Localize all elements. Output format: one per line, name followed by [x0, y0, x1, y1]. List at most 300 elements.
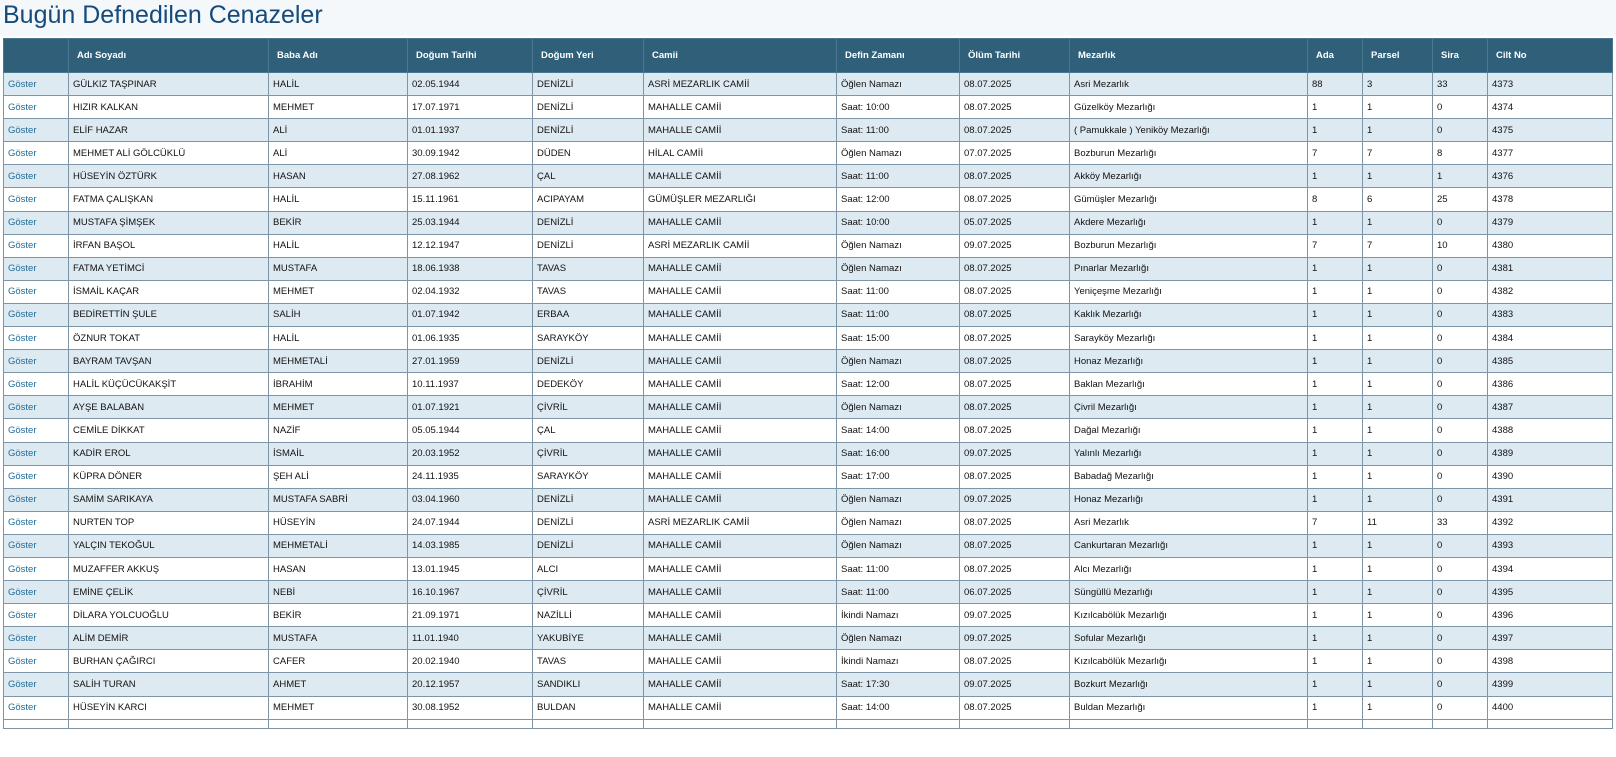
birth-place-cell: ÇİVRİL — [533, 442, 644, 465]
birth-date-cell: 05.05.1944 — [408, 419, 533, 442]
volume-no-cell: 4388 — [1488, 419, 1613, 442]
block-cell: 1 — [1308, 350, 1363, 373]
table-row — [4, 73, 1613, 96]
cemetery-cell: Baklan Mezarlığı — [1070, 373, 1308, 396]
parcel-cell: 1 — [1363, 557, 1433, 580]
show-cell — [4, 280, 69, 303]
father-name-cell: CAFER — [269, 650, 408, 673]
cemetery-cell: Sarayköy Mezarlığı — [1070, 327, 1308, 350]
cemetery-cell: Asri Mezarlık — [1070, 73, 1308, 96]
header-birth-place[interactable]: Doğum Yeri — [533, 39, 644, 73]
volume-no-cell: 4391 — [1488, 488, 1613, 511]
table-row — [4, 350, 1613, 373]
row-number-cell: 0 — [1433, 488, 1488, 511]
death-date-cell: 08.07.2025 — [960, 396, 1070, 419]
cemetery-cell: Kaklık Mezarlığı — [1070, 303, 1308, 326]
volume-no-cell: 4377 — [1488, 142, 1613, 165]
header-burial-time[interactable]: Defin Zamanı — [837, 39, 960, 73]
death-date-cell: 08.07.2025 — [960, 419, 1070, 442]
cemetery-cell: ( Pamukkale ) Yeniköy Mezarlığı — [1070, 119, 1308, 142]
table-row — [4, 119, 1613, 142]
row-number-cell: 10 — [1433, 234, 1488, 257]
table-row — [4, 96, 1613, 119]
volume-no-cell: 4379 — [1488, 211, 1613, 234]
father-name-cell: ŞEH ALİ — [269, 465, 408, 488]
father-name-cell: MEHMET — [269, 96, 408, 119]
burial-time-cell: Saat: 11:00 — [837, 581, 960, 604]
birth-place-cell: DENİZLİ — [533, 534, 644, 557]
father-name-cell: NAZİF — [269, 419, 408, 442]
header-birth-date[interactable]: Doğum Tarihi — [408, 39, 533, 73]
birth-place-cell: DEDEKÖY — [533, 373, 644, 396]
cemetery-cell: Babadağ Mezarlığı — [1070, 465, 1308, 488]
mosque-cell: MAHALLE CAMİİ — [644, 280, 837, 303]
block-cell: 1 — [1308, 557, 1363, 580]
show-link[interactable]: Göster — [8, 378, 37, 390]
show-cell — [4, 696, 69, 719]
death-date-cell: 08.07.2025 — [960, 696, 1070, 719]
table-row — [4, 280, 1613, 303]
parcel-cell: 3 — [1363, 73, 1433, 96]
row-number-cell: 0 — [1433, 557, 1488, 580]
empty-cell — [1488, 719, 1613, 728]
empty-cell — [533, 719, 644, 728]
empty-cell — [4, 719, 69, 728]
birth-date-cell: 16.10.1967 — [408, 581, 533, 604]
volume-no-cell: 4389 — [1488, 442, 1613, 465]
name-cell: GÜLKIZ TAŞPINAR — [69, 73, 269, 96]
volume-no-cell: 4386 — [1488, 373, 1613, 396]
row-number-cell: 0 — [1433, 96, 1488, 119]
burial-time-cell: Saat: 15:00 — [837, 327, 960, 350]
mosque-cell: ASRİ MEZARLIK CAMİİ — [644, 234, 837, 257]
table-header-row — [4, 39, 1613, 73]
burial-time-cell: Saat: 10:00 — [837, 211, 960, 234]
row-number-cell: 0 — [1433, 534, 1488, 557]
row-number-cell: 0 — [1433, 650, 1488, 673]
burial-time-cell: Saat: 11:00 — [837, 557, 960, 580]
father-name-cell: HALİL — [269, 188, 408, 211]
birth-place-cell: ACIPAYAM — [533, 188, 644, 211]
birth-date-cell: 20.03.1952 — [408, 442, 533, 465]
header-death-date[interactable]: Ölüm Tarihi — [960, 39, 1070, 73]
block-cell: 1 — [1308, 534, 1363, 557]
table-row — [4, 627, 1613, 650]
death-date-cell: 08.07.2025 — [960, 650, 1070, 673]
father-name-cell: HASAN — [269, 165, 408, 188]
header-cemetery[interactable]: Mezarlık — [1070, 39, 1308, 73]
row-number-cell: 0 — [1433, 303, 1488, 326]
parcel-cell: 1 — [1363, 280, 1433, 303]
death-date-cell: 09.07.2025 — [960, 627, 1070, 650]
show-link[interactable]: Göster — [8, 286, 37, 298]
show-cell — [4, 673, 69, 696]
show-cell — [4, 557, 69, 580]
parcel-cell: 7 — [1363, 234, 1433, 257]
burial-time-cell: Saat: 11:00 — [837, 119, 960, 142]
birth-date-cell: 01.07.1942 — [408, 303, 533, 326]
name-cell: HÜSEYİN KARCI — [69, 696, 269, 719]
show-cell — [4, 650, 69, 673]
row-number-cell: 0 — [1433, 696, 1488, 719]
row-number-cell: 0 — [1433, 257, 1488, 280]
birth-date-cell: 17.07.1971 — [408, 96, 533, 119]
show-link[interactable]: Göster — [8, 217, 37, 229]
parcel-cell: 1 — [1363, 396, 1433, 419]
show-link[interactable]: Göster — [8, 309, 37, 321]
show-link[interactable]: Göster — [8, 170, 37, 182]
burial-time-cell: Öğlen Namazı — [837, 511, 960, 534]
show-cell — [4, 465, 69, 488]
header-mosque[interactable]: Camii — [644, 39, 837, 73]
empty-row — [4, 719, 1613, 728]
block-cell: 1 — [1308, 396, 1363, 419]
show-cell — [4, 257, 69, 280]
cemetery-cell: Pınarlar Mezarlığı — [1070, 257, 1308, 280]
table-row — [4, 165, 1613, 188]
cemetery-cell: Süngüllü Mezarlığı — [1070, 581, 1308, 604]
show-link[interactable]: Göster — [8, 586, 37, 598]
death-date-cell: 09.07.2025 — [960, 673, 1070, 696]
birth-date-cell: 02.04.1932 — [408, 280, 533, 303]
name-cell: CEMİLE DİKKAT — [69, 419, 269, 442]
mosque-cell: MAHALLE CAMİİ — [644, 696, 837, 719]
block-cell: 1 — [1308, 303, 1363, 326]
show-cell — [4, 442, 69, 465]
death-date-cell: 06.07.2025 — [960, 581, 1070, 604]
father-name-cell: BEKİR — [269, 604, 408, 627]
name-cell: BURHAN ÇAĞIRCI — [69, 650, 269, 673]
table-row — [4, 327, 1613, 350]
show-link[interactable]: Göster — [8, 609, 37, 621]
cemetery-cell: Cankurtaran Mezarlığı — [1070, 534, 1308, 557]
birth-place-cell: YAKUBİYE — [533, 627, 644, 650]
mosque-cell: MAHALLE CAMİİ — [644, 119, 837, 142]
show-link[interactable]: Göster — [8, 355, 37, 367]
birth-date-cell: 25.03.1944 — [408, 211, 533, 234]
death-date-cell: 08.07.2025 — [960, 373, 1070, 396]
death-date-cell: 09.07.2025 — [960, 488, 1070, 511]
parcel-cell: 1 — [1363, 327, 1433, 350]
parcel-cell: 1 — [1363, 442, 1433, 465]
birth-date-cell: 24.07.1944 — [408, 511, 533, 534]
volume-no-cell: 4374 — [1488, 96, 1613, 119]
father-name-cell: HALİL — [269, 327, 408, 350]
birth-date-cell: 01.06.1935 — [408, 327, 533, 350]
table-row — [4, 373, 1613, 396]
row-number-cell: 0 — [1433, 673, 1488, 696]
cemetery-cell: Akköy Mezarlığı — [1070, 165, 1308, 188]
cemetery-cell: Buldan Mezarlığı — [1070, 696, 1308, 719]
birth-place-cell: ÇAL — [533, 165, 644, 188]
volume-no-cell: 4392 — [1488, 511, 1613, 534]
volume-no-cell: 4398 — [1488, 650, 1613, 673]
birth-place-cell: SANDIKLI — [533, 673, 644, 696]
show-link[interactable]: Göster — [8, 540, 37, 552]
father-name-cell: MEHMET — [269, 696, 408, 719]
row-number-cell: 8 — [1433, 142, 1488, 165]
table-row — [4, 604, 1613, 627]
name-cell: NURTEN TOP — [69, 511, 269, 534]
block-cell: 88 — [1308, 73, 1363, 96]
cemetery-cell: Bozkurt Mezarlığı — [1070, 673, 1308, 696]
death-date-cell: 07.07.2025 — [960, 142, 1070, 165]
table-row — [4, 557, 1613, 580]
row-number-cell: 0 — [1433, 396, 1488, 419]
mosque-cell: MAHALLE CAMİİ — [644, 373, 837, 396]
birth-place-cell: TAVAS — [533, 650, 644, 673]
empty-cell — [1070, 719, 1308, 728]
show-link[interactable]: Göster — [8, 563, 37, 575]
block-cell: 1 — [1308, 465, 1363, 488]
show-link[interactable]: Göster — [8, 401, 37, 413]
birth-date-cell: 01.01.1937 — [408, 119, 533, 142]
birth-date-cell: 01.07.1921 — [408, 396, 533, 419]
cemetery-cell: Kızılcabölük Mezarlığı — [1070, 604, 1308, 627]
header-row-number[interactable]: Sira — [1433, 39, 1488, 73]
father-name-cell: ALİ — [269, 119, 408, 142]
block-cell: 1 — [1308, 96, 1363, 119]
mosque-cell: MAHALLE CAMİİ — [644, 581, 837, 604]
father-name-cell: AHMET — [269, 673, 408, 696]
show-link[interactable]: Göster — [8, 332, 37, 344]
row-number-cell: 25 — [1433, 188, 1488, 211]
father-name-cell: MEHMETALİ — [269, 534, 408, 557]
burial-time-cell: Saat: 14:00 — [837, 696, 960, 719]
block-cell: 7 — [1308, 234, 1363, 257]
header-parcel[interactable]: Parsel — [1363, 39, 1433, 73]
death-date-cell: 08.07.2025 — [960, 165, 1070, 188]
name-cell: MUZAFFER AKKUŞ — [69, 557, 269, 580]
father-name-cell: İBRAHİM — [269, 373, 408, 396]
father-name-cell: MUSTAFA SABRİ — [269, 488, 408, 511]
burial-time-cell: Öğlen Namazı — [837, 350, 960, 373]
birth-date-cell: 20.02.1940 — [408, 650, 533, 673]
show-link[interactable]: Göster — [8, 240, 37, 252]
name-cell: DİLARA YOLCUOĞLU — [69, 604, 269, 627]
parcel-cell: 11 — [1363, 511, 1433, 534]
father-name-cell: HASAN — [269, 557, 408, 580]
volume-no-cell: 4400 — [1488, 696, 1613, 719]
parcel-cell: 1 — [1363, 488, 1433, 511]
table-row — [4, 188, 1613, 211]
father-name-cell: ALİ — [269, 142, 408, 165]
show-link[interactable]: Göster — [8, 632, 37, 644]
cemetery-cell: Yalınlı Mezarlığı — [1070, 442, 1308, 465]
mosque-cell: MAHALLE CAMİİ — [644, 327, 837, 350]
death-date-cell: 05.07.2025 — [960, 211, 1070, 234]
birth-date-cell: 12.12.1947 — [408, 234, 533, 257]
show-link[interactable]: Göster — [8, 448, 37, 460]
row-number-cell: 0 — [1433, 442, 1488, 465]
volume-no-cell: 4382 — [1488, 280, 1613, 303]
name-cell: SAMİM SARIKAYA — [69, 488, 269, 511]
show-link[interactable]: Göster — [8, 424, 37, 436]
father-name-cell: MEHMETALİ — [269, 350, 408, 373]
burial-time-cell: İkindi Namazı — [837, 604, 960, 627]
father-name-cell: İSMAİL — [269, 442, 408, 465]
parcel-cell: 1 — [1363, 465, 1433, 488]
table-row — [4, 534, 1613, 557]
name-cell: KÜPRA DÖNER — [69, 465, 269, 488]
birth-place-cell: SARAYKÖY — [533, 465, 644, 488]
burial-time-cell: İkindi Namazı — [837, 650, 960, 673]
name-cell: FATMA ÇALIŞKAN — [69, 188, 269, 211]
show-link[interactable]: Göster — [8, 678, 37, 690]
show-link[interactable]: Göster — [8, 655, 37, 667]
volume-no-cell: 4390 — [1488, 465, 1613, 488]
parcel-cell: 1 — [1363, 419, 1433, 442]
parcel-cell: 1 — [1363, 534, 1433, 557]
show-cell — [4, 604, 69, 627]
header-volume-no[interactable]: Cilt No — [1488, 39, 1613, 73]
header-block[interactable]: Ada — [1308, 39, 1363, 73]
mosque-cell: GÜMÜŞLER MEZARLIĞI — [644, 188, 837, 211]
row-number-cell: 33 — [1433, 511, 1488, 534]
death-date-cell: 08.07.2025 — [960, 327, 1070, 350]
header-name[interactable]: Adı Soyadı — [69, 39, 269, 73]
birth-date-cell: 30.08.1952 — [408, 696, 533, 719]
birth-date-cell: 27.08.1962 — [408, 165, 533, 188]
burial-time-cell: Saat: 12:00 — [837, 373, 960, 396]
empty-cell — [1433, 719, 1488, 728]
show-cell — [4, 303, 69, 326]
block-cell: 8 — [1308, 188, 1363, 211]
cemetery-cell: Honaz Mezarlığı — [1070, 350, 1308, 373]
parcel-cell: 1 — [1363, 350, 1433, 373]
row-number-cell: 0 — [1433, 581, 1488, 604]
row-number-cell: 0 — [1433, 211, 1488, 234]
show-link[interactable]: Göster — [8, 147, 37, 159]
birth-date-cell: 11.01.1940 — [408, 627, 533, 650]
birth-place-cell: TAVAS — [533, 280, 644, 303]
burial-time-cell: Saat: 17:00 — [837, 465, 960, 488]
birth-place-cell: TAVAS — [533, 257, 644, 280]
birth-place-cell: DENİZLİ — [533, 211, 644, 234]
mosque-cell: MAHALLE CAMİİ — [644, 465, 837, 488]
row-number-cell: 33 — [1433, 73, 1488, 96]
show-link[interactable]: Göster — [8, 702, 37, 714]
volume-no-cell: 4380 — [1488, 234, 1613, 257]
death-date-cell: 08.07.2025 — [960, 119, 1070, 142]
burial-time-cell: Saat: 17:30 — [837, 673, 960, 696]
burial-time-cell: Öğlen Namazı — [837, 396, 960, 419]
mosque-cell: MAHALLE CAMİİ — [644, 557, 837, 580]
block-cell: 1 — [1308, 257, 1363, 280]
birth-date-cell: 24.11.1935 — [408, 465, 533, 488]
mosque-cell: MAHALLE CAMİİ — [644, 396, 837, 419]
volume-no-cell: 4381 — [1488, 257, 1613, 280]
name-cell: SALİH TURAN — [69, 673, 269, 696]
block-cell: 1 — [1308, 650, 1363, 673]
show-cell — [4, 534, 69, 557]
table-row — [4, 581, 1613, 604]
father-name-cell: HÜSEYİN — [269, 511, 408, 534]
show-link[interactable]: Göster — [8, 494, 37, 506]
father-name-cell: HALİL — [269, 73, 408, 96]
death-date-cell: 09.07.2025 — [960, 234, 1070, 257]
volume-no-cell: 4393 — [1488, 534, 1613, 557]
name-cell: YALÇIN TEKOĞUL — [69, 534, 269, 557]
burial-time-cell: Saat: 11:00 — [837, 303, 960, 326]
parcel-cell: 1 — [1363, 627, 1433, 650]
empty-cell — [1363, 719, 1433, 728]
table-row — [4, 234, 1613, 257]
name-cell: İSMAİL KAÇAR — [69, 280, 269, 303]
mosque-cell: MAHALLE CAMİİ — [644, 303, 837, 326]
volume-no-cell: 4376 — [1488, 165, 1613, 188]
mosque-cell: MAHALLE CAMİİ — [644, 350, 837, 373]
name-cell: EMİNE ÇELİK — [69, 581, 269, 604]
mosque-cell: MAHALLE CAMİİ — [644, 673, 837, 696]
name-cell: HALİL KÜÇÜCÜKAKŞİT — [69, 373, 269, 396]
row-number-cell: 0 — [1433, 627, 1488, 650]
volume-no-cell: 4387 — [1488, 396, 1613, 419]
death-date-cell: 08.07.2025 — [960, 557, 1070, 580]
show-link[interactable]: Göster — [8, 101, 37, 113]
show-link[interactable]: Göster — [8, 78, 37, 90]
parcel-cell: 1 — [1363, 373, 1433, 396]
name-cell: BEDİRETTİN ŞULE — [69, 303, 269, 326]
show-link[interactable]: Göster — [8, 124, 37, 136]
table-row — [4, 673, 1613, 696]
mosque-cell: MAHALLE CAMİİ — [644, 534, 837, 557]
table-row — [4, 442, 1613, 465]
empty-cell — [408, 719, 533, 728]
birth-place-cell: ÇİVRİL — [533, 396, 644, 419]
show-link[interactable]: Göster — [8, 517, 37, 529]
parcel-cell: 1 — [1363, 96, 1433, 119]
cemetery-cell: Bozburun Mezarlığı — [1070, 234, 1308, 257]
burial-time-cell: Saat: 10:00 — [837, 96, 960, 119]
birth-date-cell: 02.05.1944 — [408, 73, 533, 96]
cemetery-cell: Kızılcabölük Mezarlığı — [1070, 650, 1308, 673]
mosque-cell: MAHALLE CAMİİ — [644, 604, 837, 627]
parcel-cell: 7 — [1363, 142, 1433, 165]
cemetery-cell: Güzelköy Mezarlığı — [1070, 96, 1308, 119]
birth-date-cell: 15.11.1961 — [408, 188, 533, 211]
cemetery-cell: Gümüşler Mezarlığı — [1070, 188, 1308, 211]
volume-no-cell: 4378 — [1488, 188, 1613, 211]
show-link[interactable]: Göster — [8, 194, 37, 206]
row-number-cell: 0 — [1433, 327, 1488, 350]
father-name-cell: MEHMET — [269, 396, 408, 419]
block-cell: 1 — [1308, 373, 1363, 396]
row-number-cell: 0 — [1433, 119, 1488, 142]
table-row — [4, 650, 1613, 673]
show-link[interactable]: Göster — [8, 263, 37, 275]
row-number-cell: 0 — [1433, 280, 1488, 303]
birth-date-cell: 18.06.1938 — [408, 257, 533, 280]
show-cell — [4, 627, 69, 650]
block-cell: 1 — [1308, 442, 1363, 465]
show-cell — [4, 96, 69, 119]
show-link[interactable]: Göster — [8, 471, 37, 483]
block-cell: 7 — [1308, 511, 1363, 534]
table-row — [4, 488, 1613, 511]
burial-time-cell: Saat: 11:00 — [837, 280, 960, 303]
header-father-name[interactable]: Baba Adı — [269, 39, 408, 73]
birth-place-cell: ÇİVRİL — [533, 581, 644, 604]
birth-date-cell: 27.01.1959 — [408, 350, 533, 373]
block-cell: 7 — [1308, 142, 1363, 165]
block-cell: 1 — [1308, 211, 1363, 234]
empty-cell — [960, 719, 1070, 728]
father-name-cell: MUSTAFA — [269, 257, 408, 280]
cemetery-cell: Bozburun Mezarlığı — [1070, 142, 1308, 165]
birth-place-cell: DENİZLİ — [533, 73, 644, 96]
show-cell — [4, 119, 69, 142]
